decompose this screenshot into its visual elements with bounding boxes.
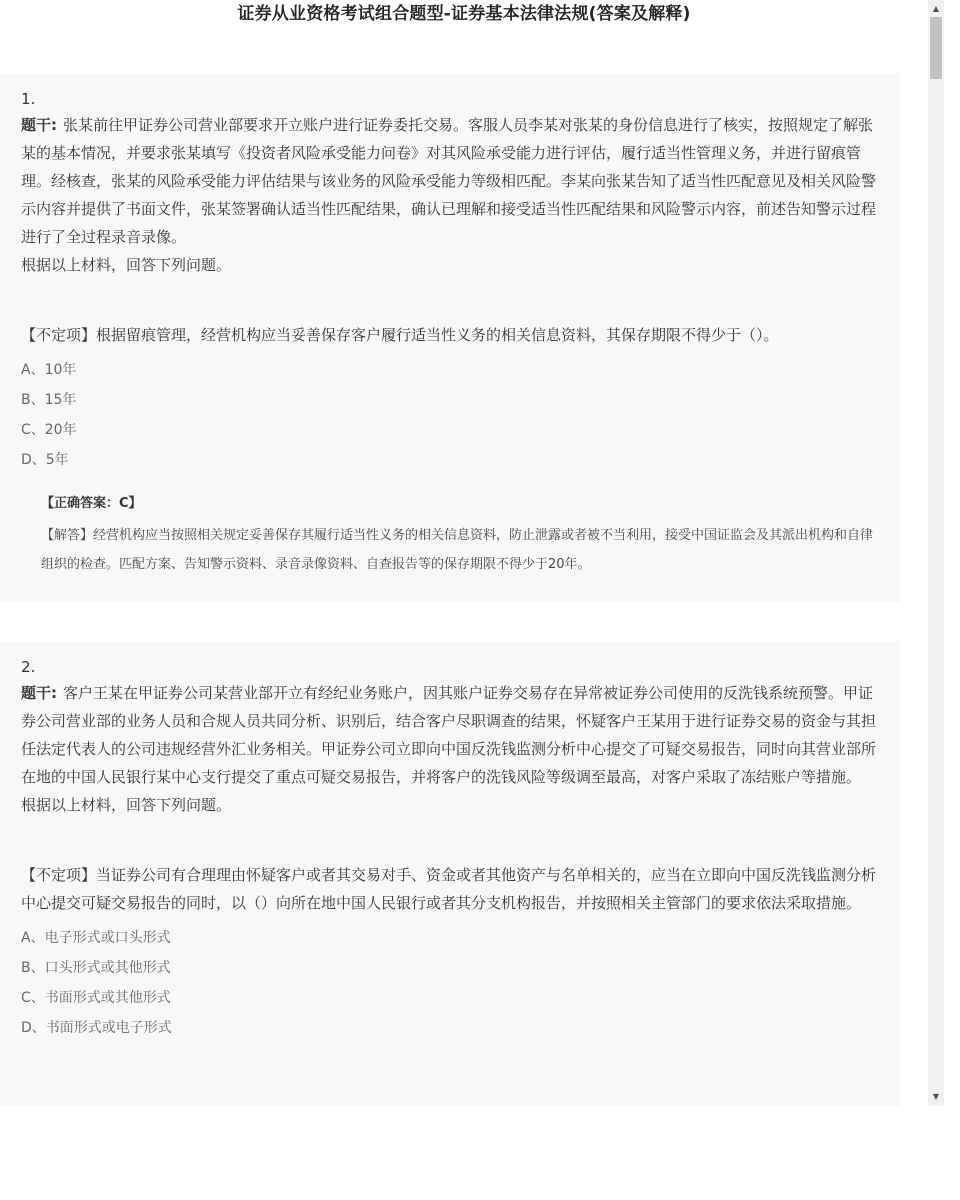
option-b[interactable]: B、口头形式或其他形式 [21,960,171,976]
question-number: 1. [21,90,36,108]
stem-text: 张某前往甲证券公司营业部要求开立账户进行证券委托交易。客服人员李某对张某的身份信息进行了核实，按照规定了解张某的基本情况，并要求张某填写《投资者风险承受能力问卷》对其风险承受能力进行评估，履行适当性管理义务，并进行留痕管理。经核查，张某的风险承受能力评估结果与该业务的风险承受能力等级相匹配。李某向张某告知了适当性匹配意见及相关风险警示内容并提供了书面文件，张某签署确认适当性匹配结果，确认已理解和接受适当性匹配结果和风险警示内容，前述告知警示过程进行了全过程录音录像。 [21,116,877,246]
option-d[interactable]: D、5年 [21,452,69,468]
scroll-down-icon[interactable]: ▼ [932,1092,940,1101]
stem-lead: 根据以上材料，回答下列问题。 [21,796,232,814]
page-title: 证券从业资格考试组合题型-证券基本法律法规(答案及解释) [237,4,691,24]
stem-lead: 根据以上材料，回答下列问题。 [21,256,232,274]
vertical-scrollbar[interactable] [928,0,944,1106]
question-card-1 [0,73,900,602]
question-number: 2. [21,658,36,676]
question-card-2 [0,641,900,1106]
option-b[interactable]: B、15年 [21,392,77,408]
scroll-up-icon[interactable]: ▲ [932,4,940,13]
stem-label: 题干: [21,116,57,134]
option-a[interactable]: A、10年 [21,362,77,378]
stem-label: 题干: [21,684,57,702]
question-stem [21,679,879,791]
answer-block [21,493,879,579]
question-stem [21,111,879,251]
option-c[interactable]: C、书面形式或其他形式 [21,990,171,1006]
sub-question: 【不定项】当证券公司有合理理由怀疑客户或者其交易对手、资金或者其他资产与名单相关的，应当在立即向中国反洗钱监测分析中心提交可疑交易报告的同时，以（）向所在地中国人民银行或者其分支机构报告，并按照相关主管部门的要求依法采取措施。 [21,866,877,912]
options-list [21,923,879,1043]
option-d[interactable]: D、书面形式或电子形式 [21,1020,172,1036]
option-c[interactable]: C、20年 [21,422,77,438]
sub-question: 【不定项】根据留痕管理，经营机构应当妥善保存客户履行适当性义务的相关信息资料，其保存期限不得少于（）。 [21,326,779,344]
answer-explanation: 【解答】经营机构应当按照相关规定妥善保存其履行适当性义务的相关信息资料，防止泄露或者被不当利用，接受中国证监会及其派出机构和自律组织的检查。匹配方案、告知警示资料、录音录像资料、自查报告等的保存期限不得少于20年。 [41,528,874,572]
options-list [21,355,879,475]
scrollbar-thumb[interactable] [930,17,942,79]
option-a[interactable]: A、电子形式或口头形式 [21,930,171,946]
stem-text: 客户王某在甲证券公司某营业部开立有经纪业务账户，因其账户证券交易存在异常被证券公司使用的反洗钱系统预警。甲证券公司营业部的业务人员和合规人员共同分析、识别后，结合客户尽职调查的结果，怀疑客户王某用于进行证券交易的资金与其担任法定代表人的公司违规经营外汇业务相关。甲证券公司立即向中国反洗钱监测分析中心提交了可疑交易报告，同时向其营业部所在地的中国人民银行某中心支行提交了重点可疑交易报告，并将客户的洗钱风险等级调至最高，对客户采取了冻结账户等措施。 [21,684,877,786]
correct-answer: 【正确答案：C】 [41,496,142,511]
